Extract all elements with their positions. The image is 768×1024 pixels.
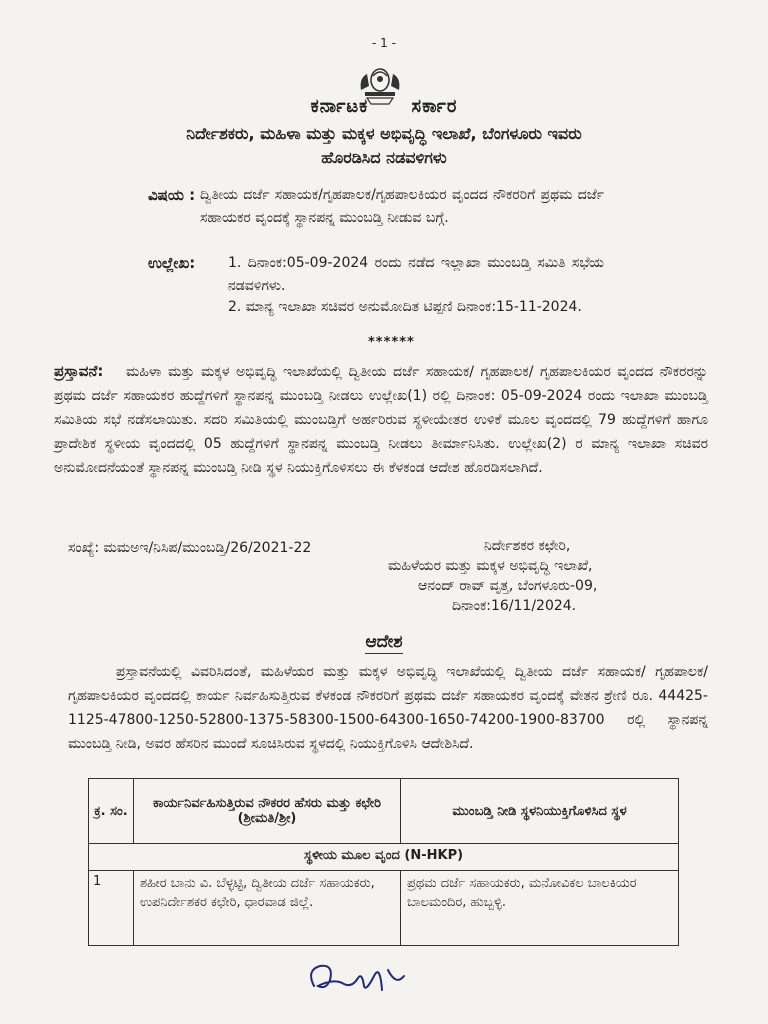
reference-number: ಸಂಖ್ಯೆ: ಮಮಅಇ/ನಿಸಿಪ/ಮುಂಬಡ್ತಿ/26/2021-22	[68, 540, 312, 556]
order-title	[0, 632, 768, 652]
signature-icon	[300, 956, 420, 1000]
table-header-row	[89, 779, 679, 844]
row-employee: ಶಹೀರ ಬಾನು ವಿ. ಬೆಳ್ಳಟ್ಟಿ, ದ್ವಿತೀಯ ದರ್ಜೆ ಸಹಾಯಕರು, ಉಪನಿರ್ದೇಶಕರ ಕಛೇರಿ, ಧಾರವಾಡ ಜಿಲ್ಲೆ.	[134, 871, 401, 946]
order-title-text: ಆದೇಶ	[365, 632, 403, 652]
row-sl: 1	[89, 871, 134, 946]
government-right: ಸರ್ಕಾರ	[411, 96, 458, 117]
row-posting: ಪ್ರಥಮ ದರ್ಜೆ ಸಹಾಯಕರು, ಮನೋವಿಕಲ ಬಾಲಕಿಯರ ಬಾಲಮಂದಿರ, ಹುಬ್ಬಳ್ಳಿ.	[401, 871, 679, 946]
government-left: ಕರ್ನಾಟಕ	[310, 96, 369, 117]
office-line-3: ಆನಂದ್ ರಾವ್ ವೃತ್ತ, ಬೆಂಗಳೂರು-09,	[418, 578, 598, 594]
references-label: ಉಲ್ಲೇಖ:	[148, 254, 196, 272]
subject-label: ವಿಷಯ :	[148, 186, 196, 204]
preamble-text: ಮಹಿಳಾ ಮತ್ತು ಮಕ್ಕಳ ಅಭಿವೃದ್ಧಿ ಇಲಾಖೆಯಲ್ಲಿ ದ್ವಿತೀಯ ದರ್ಜೆ ಸಹಾಯಕ/ ಗೃಹಪಾಲಕ/ ಗೃಹಪಾಲಕಿಯರ ವೃಂದದ ನೌಕರರನ್ನು ಪ್ರಥಮ ದರ್ಜೆ ಸಹಾಯಕರ ಹುದ್ದೆಗಳಿಗೆ ಸ್ಥಾನಪನ್ನ ಮುಂಬಡ್ತಿ ನೀಡಲು ಉಲ್ಲೇಖ(1) ರಲ್ಲಿ ದಿನಾಂಕ: 05-09-2024 ರಂದು ಇಲಾಖಾ ಮುಂಬಡ್ತಿ ಸಮಿತಿಯ ಸಭೆ ನಡೆಸಲಾಯಿತು. ಸದರಿ ಸಮಿತಿಯಲ್ಲಿ ಮುಂಬಡ್ತಿಗೆ ಅರ್ಹರಿರುವ ಸ್ಥಳೀಯೇತರ ಉಳಿಕೆ ಮೂಲ ವೃಂದದಲ್ಲಿ 79 ಹುದ್ದೆಗಳಿಗೆ ಹಾಗೂ ಪ್ರಾದೇಶಿಕ ಸ್ಥಳೀಯ ವೃಂದದಲ್ಲಿ 05 ಹುದ್ದೆಗಳಿಗೆ ಸ್ಥಾನಪನ್ನ ಮುಂಬಡ್ತಿ ನೀಡಲು ತೀರ್ಮಾನಿಸಿತು. ಉಲ್ಲೇಖ(2) ರ ಮಾನ್ಯ ಇಲಾಖಾ ಸಚಿವರ ಅನುಮೋದನೆಯಂತೆ ಸ್ಥಾನಪನ್ನ ಮುಂಬಡ್ತಿ ನೀಡಿ ಸ್ಥಳ ನಿಯುಕ್ತಿಗೊಳಿಸಲು ಈ ಕೆಳಕಂಡ ಆದೇಶ ಹೊರಡಿಸಲಾಗಿದೆ.	[54, 364, 708, 476]
office-line-2: ಮಹಿಳೆಯರ ಮತ್ತು ಮಕ್ಕಳ ಅಭಿವೃದ್ಧಿ ಇಲಾಖೆ,	[388, 558, 593, 574]
header-posting: ಮುಂಬಡ್ತಿ ನೀಡಿ ಸ್ಥಳನಿಯುಕ್ತಿಗೊಳಿಸಿದ ಸ್ಥಳ	[401, 779, 679, 844]
section-label: ಸ್ಥಳೀಯ ಮೂಲ ವೃಂದ (N-HKP)	[89, 844, 679, 871]
office-address	[388, 536, 597, 616]
header-employee: ಕಾರ್ಯನಿರ್ವಹಿಸುತ್ತಿರುವ ನೌಕರರ ಹೆಸರು ಮತ್ತು ಕಛೇರಿ (ಶ್ರೀಮತಿ/ಶ್ರೀ)	[134, 779, 401, 844]
promotion-table	[88, 778, 679, 946]
header-sl-no: ಕ್ರ. ಸಂ.	[89, 779, 134, 844]
preamble-label: ಪ್ರಸ್ತಾವನೆ:	[54, 362, 104, 380]
heading-line-2: ಹೊರಡಿಸಿದ ನಡವಳಿಗಳು	[321, 148, 447, 167]
office-line-1: ನಿರ್ದೇಶಕರ ಕಛೇರಿ,	[484, 538, 571, 554]
government-title	[0, 96, 768, 117]
separator: ******	[368, 335, 415, 350]
reference-item-1: 1. ದಿನಾಂಕ:05-09-2024 ರಂದು ನಡೆದ ಇಲ್ಲಾಖಾ ಮುಂಬಡ್ತಿ ಸಮಿತಿ ಸಭೆಯ ನಡವಳಿಗಳು.	[228, 255, 604, 294]
subject-text: ದ್ವಿತೀಯ ದರ್ಜೆ ಸಹಾಯಕ/ಗೃಹಪಾಲಕ/ಗೃಹಪಾಲಕಿಯರ ವೃಂದದ ನೌಕರರಿಗೆ ಪ್ರಥಮ ದರ್ಜೆ ಸಹಾಯಕರ ವೃಂದಕ್ಕೆ ಸ್ಥಾನಪನ್ನ ಮುಂಬಡ್ತಿ ನೀಡುವ ಬಗ್ಗೆ.	[200, 187, 604, 226]
heading-line-1: ನಿರ್ದೇಶಕರು, ಮಹಿಳಾ ಮತ್ತು ಮಕ್ಕಳ ಅಭಿವೃದ್ಧಿ ಇಲಾಖೆ, ಬೆಂಗಳೂರು ಇವರು	[186, 124, 582, 143]
page-number: - 1 -	[372, 36, 396, 50]
table-section-row	[89, 844, 679, 871]
reference-item-2: 2. ಮಾನ್ಯ ಇಲಾಖಾ ಸಚಿವರ ಅನುಮೋದಿತ ಟಿಪ್ಪಣಿ ದಿನಾಂಕ:15-11-2024.	[228, 299, 582, 315]
table-row	[89, 871, 679, 946]
order-text: ಪ್ರಸ್ತಾವನೆಯಲ್ಲಿ ವಿವರಿಸಿದಂತೆ, ಮಹಿಳೆಯರ ಮತ್ತು ಮಕ್ಕಳ ಅಭಿವೃದ್ಧಿ ಇಲಾಖೆಯಲ್ಲಿ ದ್ವಿತೀಯ ದರ್ಜೆ ಸಹಾಯಕ/ ಗೃಹಪಾಲಕ/ ಗೃಹಪಾಲಕಿಯರ ವೃಂದದಲ್ಲಿ ಕಾರ್ಯ ನಿರ್ವಹಿಸುತ್ತಿರುವ ಕೆಳಕಂಡ ನೌಕರರಿಗೆ ಪ್ರಥಮ ದರ್ಜೆ ಸಹಾಯಕರ ವೃಂದಕ್ಕೆ ವೇತನ ಶ್ರೇಣಿ ರೂ. 44425-1125-47800-1250-52800-1375-58300-1500-64300-1650-74200-1900-83700 ರಲ್ಲಿ ಸ್ಥಾನಪನ್ನ ಮುಂಬಡ್ತಿ ನೀಡಿ, ಅವರ ಹೆಸರಿನ ಮುಂದೆ ಸೂಚಿಸಿರುವ ಸ್ಥಳದಲ್ಲಿ ನಿಯುಕ್ತಿಗೊಳಿಸಿ ಆದೇಶಿಸಿದೆ.	[68, 664, 708, 752]
office-date: ದಿನಾಂಕ:16/11/2024.	[452, 598, 577, 614]
